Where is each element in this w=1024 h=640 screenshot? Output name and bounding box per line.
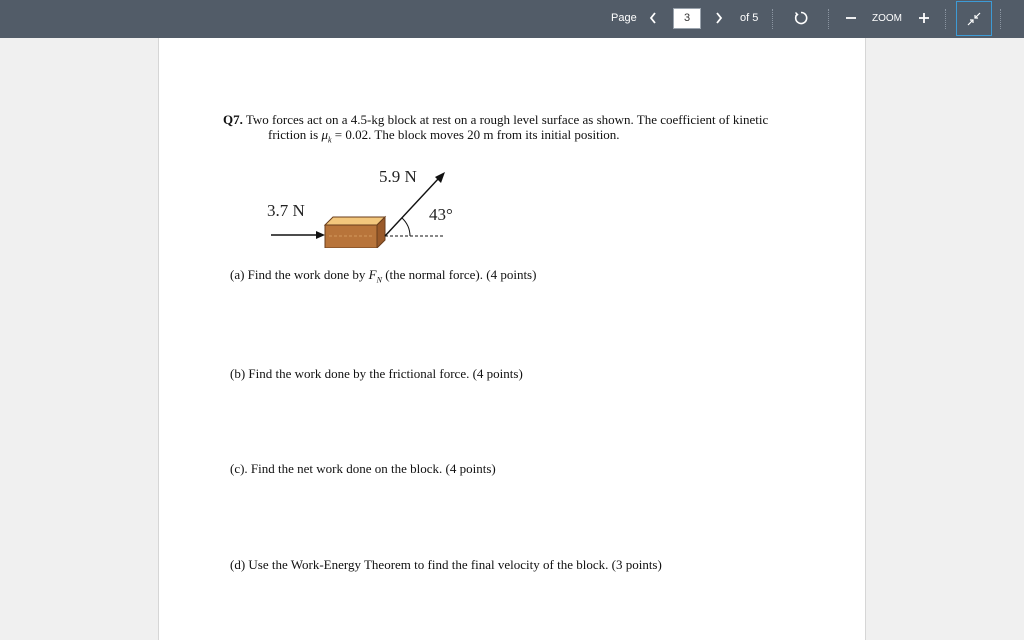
toolbar-separator [1000,9,1001,29]
next-page-button[interactable] [711,6,727,30]
zoom-out-button[interactable] [843,6,859,30]
rotate-button[interactable] [791,6,811,30]
plus-icon [918,12,930,24]
chevron-right-icon [714,11,724,25]
part-a-prefix: (a) Find the work done by [230,267,366,282]
angle-arc [402,218,410,236]
angled-force-label: 5.9 N [379,167,417,186]
mu-subscript: k [327,135,332,145]
previous-page-button[interactable] [645,6,661,30]
angle-label: 43° [429,205,453,224]
friction-suffix: = 0.02. The block moves 20 m from its initial position. [334,127,620,142]
fit-page-icon [966,11,982,27]
document-page [158,38,866,640]
chevron-left-icon [648,11,658,25]
friction-prefix: friction is [268,127,319,142]
horizontal-force-label: 3.7 N [267,201,305,220]
toolbar-separator [828,9,829,29]
question-line-2 [268,127,620,145]
question-number: Q7. [223,112,243,127]
normal-force-symbol: F [368,267,377,282]
normal-force-subscript: N [376,275,382,285]
horizontal-arrowhead [316,231,325,239]
block [325,217,385,248]
page-label: Page [611,12,637,24]
toolbar-separator [772,9,773,29]
question-heading [223,111,768,128]
part-a [230,267,536,285]
fit-page-button[interactable] [956,1,992,36]
zoom-label: ZOOM [872,13,902,24]
minus-icon [845,12,857,24]
question-text: Two forces act on a 4.5-kg block at rest on a rough level surface as shown. The coefficient of kinetic [245,112,769,127]
rotate-icon [793,10,809,26]
part-a-suffix: (the normal force). (4 points) [385,267,537,282]
toolbar [0,0,1024,38]
part-b: (b) Find the work done by the frictional force. (4 points) [230,366,523,381]
page-number-input[interactable]: 3 [673,8,701,29]
toolbar-separator [945,9,946,29]
part-c: (c). Find the net work done on the block. (4 points) [230,461,496,476]
page-count-label: of 5 [740,12,759,24]
force-diagram [249,156,469,248]
part-d: (d) Use the Work-Energy Theorem to find the final velocity of the block. (3 points) [230,557,662,572]
zoom-in-button[interactable] [916,6,932,30]
mu-symbol: μ [321,127,328,142]
